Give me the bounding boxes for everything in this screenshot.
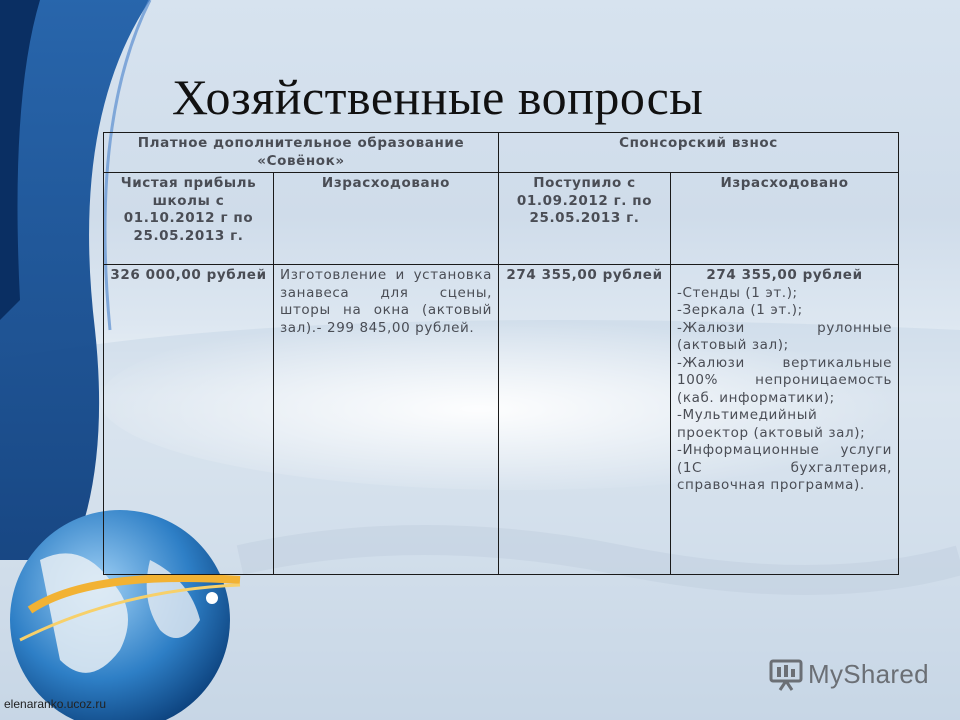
header-row-groups — [104, 133, 899, 173]
slide-title: Хозяйственные вопросы — [172, 69, 704, 125]
footer-site-link[interactable]: elenaranko.ucoz.ru — [4, 697, 107, 711]
cell-spent-2-total: 274 355,00 рублей — [706, 267, 863, 283]
cell-net-profit-value: 326 000,00 рублей — [104, 265, 274, 575]
list-item: -Стенды (1 эт.); — [677, 284, 798, 301]
myshared-wordmark: MyShared — [808, 658, 929, 689]
myshared-logo — [768, 654, 938, 694]
header-row-columns — [104, 173, 899, 265]
header-col-received: Поступило с 01.09.2012 г. по 25.05.2013 г. — [499, 173, 671, 265]
cell-spent-1-text: Изготовление и установка занавеса для сцены, шторы на окна (актовый зал).- 299 845,00 рублей. — [280, 267, 492, 336]
presentation-board-icon — [768, 656, 804, 692]
list-item: -Жалюзи рулонные (актовый зал); — [677, 319, 893, 353]
header-group-paid-education: Платное дополнительное образование «Совёнок» — [104, 133, 499, 173]
header-group-sponsor: Спонсорский взнос — [499, 133, 899, 173]
header-col-net-profit: Чистая прибыль школы с 01.10.2012 г по 25.05.2013 г. — [104, 173, 274, 265]
cell-received-value: 274 355,00 рублей — [499, 265, 671, 575]
cell-spent-1-value — [274, 265, 499, 575]
header-col-spent-1: Израсходовано — [274, 173, 499, 265]
finance-table — [103, 132, 899, 575]
list-item: -Жалюзи вертикальные 100% непроницаемость (каб. информатики); — [677, 354, 893, 406]
list-item: -Мультимедийный проектор (актовый зал); — [677, 407, 866, 441]
list-item: -Информационные услуги (1С бухгалтерия, справочная программа). — [677, 442, 893, 493]
header-col-spent-2: Израсходовано — [671, 173, 899, 265]
table-row — [104, 265, 899, 575]
list-item: -Зеркала (1 эт.); — [677, 302, 803, 318]
cell-spent-2-value — [671, 265, 899, 575]
table-container — [103, 132, 898, 575]
